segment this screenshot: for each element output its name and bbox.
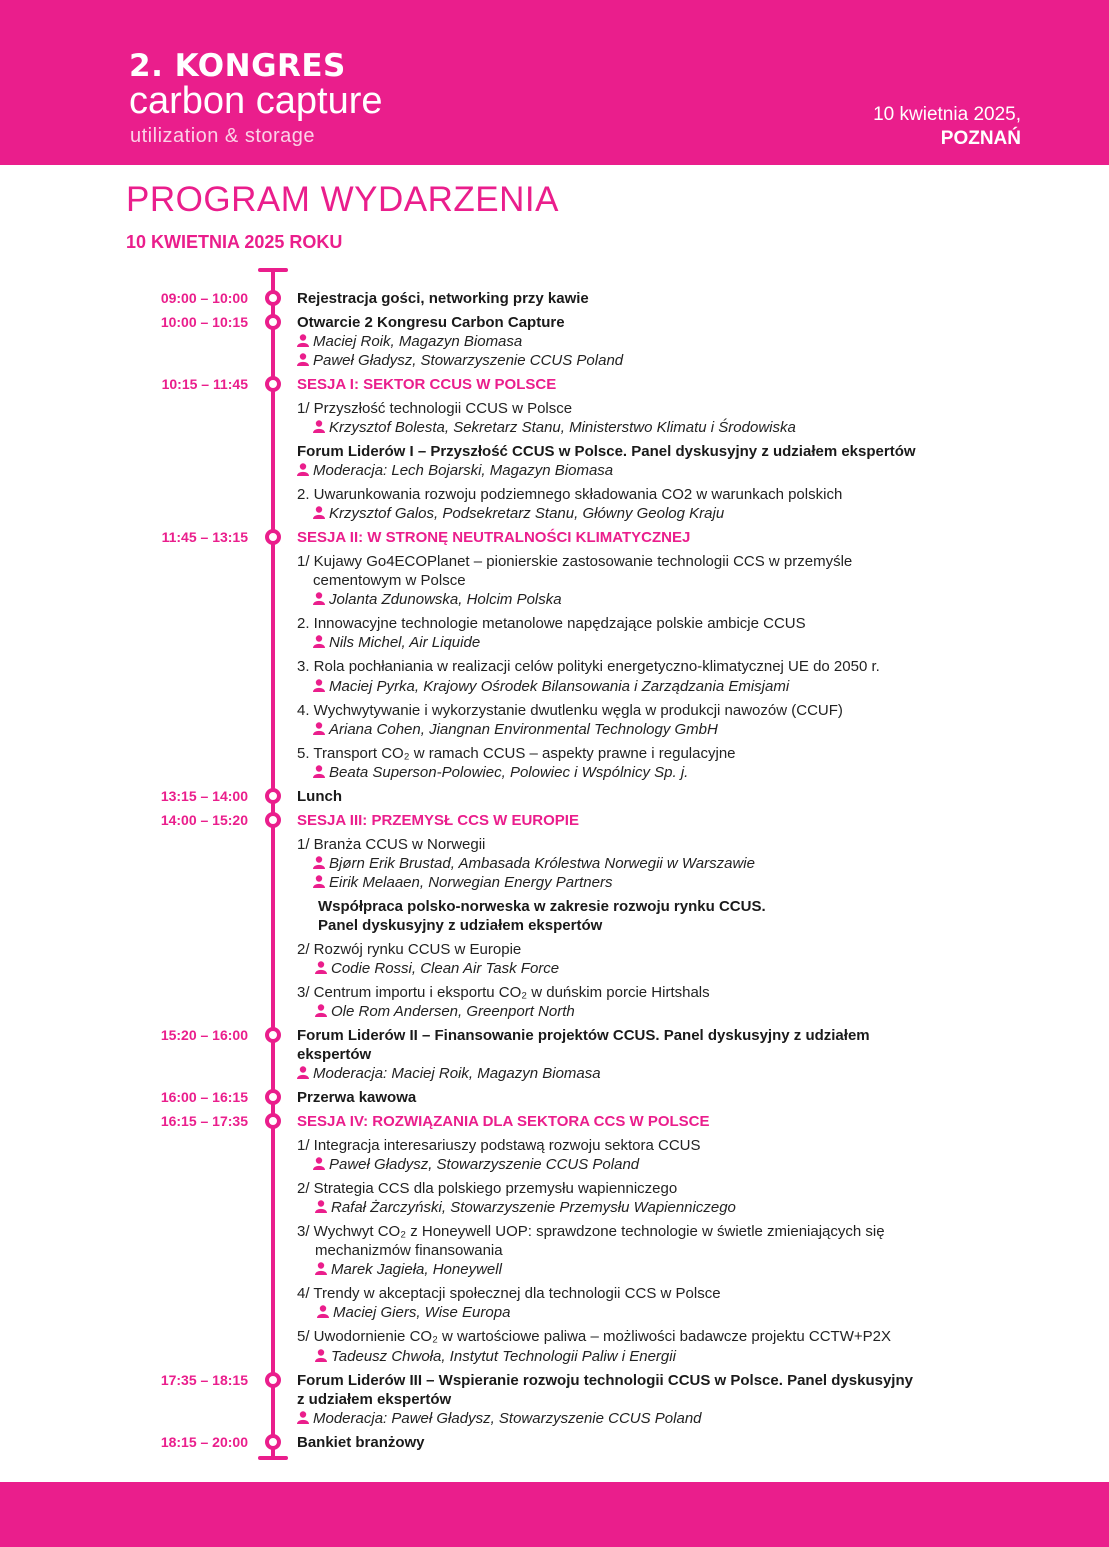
event-subtitle: utilization & storage bbox=[130, 125, 316, 147]
speaker: Codie Rossi, Clean Air Task Force bbox=[315, 959, 559, 978]
person-icon bbox=[313, 506, 325, 519]
talk-title: 1/ Branża CCUS w Norwegii bbox=[297, 836, 486, 853]
speaker: Jolanta Zdunowska, Holcim Polska bbox=[313, 590, 562, 609]
speaker: Tadeusz Chwoła, Instytut Technologii Paliw i Energii bbox=[315, 1347, 676, 1366]
time-slot: 14:00 – 15:20 bbox=[160, 812, 248, 828]
person-icon bbox=[313, 679, 325, 692]
program-title: PROGRAM WYDARZENIA bbox=[126, 180, 559, 219]
agenda-item-title: Przerwa kawowa bbox=[297, 1089, 417, 1106]
panel-title: Forum Liderów II – Finansowanie projektów CCUS. Panel dyskusyjny z udziałem bbox=[297, 1027, 870, 1044]
time-slot: 09:00 – 10:00 bbox=[160, 290, 248, 306]
timeline-dot bbox=[267, 1374, 279, 1386]
person-icon bbox=[315, 1349, 327, 1362]
session-title: SESJA II: W STRONĘ NEUTRALNOŚCI KLIMATYCZNEJ bbox=[297, 529, 691, 546]
speaker: Marek Jagieła, Honeywell bbox=[315, 1260, 502, 1279]
person-icon bbox=[315, 1262, 327, 1275]
time-slot: 17:35 – 18:15 bbox=[160, 1372, 248, 1388]
speaker: Eirik Melaaen, Norwegian Energy Partners bbox=[313, 873, 612, 892]
time-slot: 10:00 – 10:15 bbox=[160, 314, 248, 330]
session-title: SESJA III: PRZEMYSŁ CCS W EUROPIE bbox=[297, 812, 579, 829]
panel-title: Forum Liderów III – Wspieranie rozwoju technologii CCUS w Polsce. Panel dyskusyjny bbox=[297, 1372, 913, 1389]
talk-title-cont: mechanizmów finansowania bbox=[315, 1242, 503, 1259]
panel-title-cont: Panel dyskusyjny z udziałem ekspertów bbox=[318, 917, 603, 934]
session-title: SESJA IV: ROZWIĄZANIA DLA SEKTORA CCS W POLSCE bbox=[297, 1113, 710, 1130]
speaker: Moderacja: Maciej Roik, Magazyn Biomasa bbox=[297, 1064, 601, 1083]
speaker: Ole Rom Andersen, Greenport North bbox=[315, 1002, 575, 1021]
person-icon bbox=[297, 334, 309, 347]
time-slot: 10:15 – 11:45 bbox=[161, 376, 248, 392]
timeline-dot bbox=[267, 531, 279, 543]
timeline-dot bbox=[267, 316, 279, 328]
timeline-dot bbox=[267, 1091, 279, 1103]
panel-title-cont: ekspertów bbox=[297, 1046, 372, 1063]
talk-title: 3/ Wychwyt CO₂ z Honeywell UOP: sprawdzone technologie w świetle zmieniających się bbox=[297, 1223, 885, 1240]
person-icon bbox=[315, 1200, 327, 1213]
time-slot: 15:20 – 16:00 bbox=[160, 1027, 248, 1043]
timeline-dot bbox=[267, 1029, 279, 1041]
talk-title: 5. Transport CO₂ w ramach CCUS – aspekty prawne i regulacyjne bbox=[297, 745, 736, 762]
agenda-item-title: Bankiet branżowy bbox=[297, 1434, 425, 1451]
person-icon bbox=[313, 1157, 325, 1170]
time-slot: 11:45 – 13:15 bbox=[161, 529, 248, 545]
talk-title: 2. Uwarunkowania rozwoju podziemnego składowania CO2 w warunkach polskich bbox=[297, 486, 843, 503]
speaker: Maciej Giers, Wise Europa bbox=[317, 1303, 510, 1322]
person-icon bbox=[313, 856, 325, 869]
person-icon bbox=[315, 1004, 327, 1017]
talk-title: 1/ Integracja interesariuszy podstawą rozwoju sektora CCUS bbox=[297, 1137, 701, 1154]
speaker: Paweł Gładysz, Stowarzyszenie CCUS Poland bbox=[297, 351, 623, 370]
talk-title: 2/ Rozwój rynku CCUS w Europie bbox=[297, 941, 522, 958]
session-title: SESJA I: SEKTOR CCUS W POLSCE bbox=[297, 376, 557, 393]
speaker: Krzysztof Galos, Podsekretarz Stanu, Główny Geolog Kraju bbox=[313, 504, 724, 523]
speaker: Moderacja: Paweł Gładysz, Stowarzyszenie CCUS Poland bbox=[297, 1409, 702, 1428]
person-icon bbox=[313, 765, 325, 778]
person-icon bbox=[315, 961, 327, 974]
talk-title: 3. Rola pochłaniania w realizacji celów polityki energetyczno-klimatycznej UE do 2050 r. bbox=[297, 658, 880, 675]
time-slot: 16:00 – 16:15 bbox=[160, 1089, 248, 1105]
person-icon bbox=[297, 1411, 309, 1424]
speaker: Krzysztof Bolesta, Sekretarz Stanu, Ministerstwo Klimatu i Środowiska bbox=[313, 418, 796, 437]
speaker: Maciej Pyrka, Krajowy Ośrodek Bilansowania i Zarządzania Emisjami bbox=[313, 677, 789, 696]
person-icon bbox=[297, 463, 309, 476]
speaker: Maciej Roik, Magazyn Biomasa bbox=[297, 332, 522, 351]
program-date: 10 KWIETNIA 2025 ROKU bbox=[126, 232, 343, 252]
talk-title: 2/ Strategia CCS dla polskiego przemysłu wapienniczego bbox=[297, 1180, 678, 1197]
talk-title: 1/ Kujawy Go4ECOPlanet – pionierskie zastosowanie technologii CCS w przemyśle bbox=[297, 553, 853, 570]
timeline-dot bbox=[267, 1115, 279, 1127]
footer-banner bbox=[0, 1482, 1109, 1547]
speaker: Nils Michel, Air Liquide bbox=[313, 633, 480, 652]
speaker: Moderacja: Lech Bojarski, Magazyn Biomasa bbox=[297, 461, 613, 480]
panel-title: Forum Liderów I – Przyszłość CCUS w Polsce. Panel dyskusyjny z udziałem ekspertów bbox=[297, 443, 916, 460]
timeline-dot bbox=[267, 292, 279, 304]
speaker: Bjørn Erik Brustad, Ambasada Królestwa Norwegii w Warszawie bbox=[313, 854, 755, 873]
talk-title: 4/ Trendy w akceptacji społecznej dla technologii CCS w Polsce bbox=[297, 1285, 721, 1302]
event-city: POZNAŃ bbox=[940, 128, 1021, 149]
person-icon bbox=[297, 353, 309, 366]
agenda-item-title: Otwarcie 2 Kongresu Carbon Capture bbox=[297, 314, 565, 331]
panel-title-cont: z udziałem ekspertów bbox=[297, 1391, 452, 1408]
speaker: Paweł Gładysz, Stowarzyszenie CCUS Poland bbox=[313, 1155, 639, 1174]
time-slot: 18:15 – 20:00 bbox=[160, 1434, 248, 1450]
time-slot: 13:15 – 14:00 bbox=[160, 788, 248, 804]
agenda-item-title: Rejestracja gości, networking przy kawie bbox=[297, 290, 589, 307]
person-icon bbox=[313, 420, 325, 433]
event-name: carbon capture bbox=[129, 80, 383, 122]
agenda-item-title: Lunch bbox=[297, 788, 342, 805]
event-edition: 2. KONGRES bbox=[129, 48, 346, 84]
event-date: 10 kwietnia 2025, bbox=[873, 104, 1021, 125]
speaker: Ariana Cohen, Jiangnan Environmental Technology GmbH bbox=[313, 720, 718, 739]
panel-title: Współpraca polsko-norweska w zakresie rozwoju rynku CCUS. bbox=[318, 898, 766, 915]
talk-title: 3/ Centrum importu i eksportu CO₂ w duńskim porcie Hirtshals bbox=[297, 984, 710, 1001]
talk-title-cont: cementowym w Polsce bbox=[313, 572, 466, 589]
person-icon bbox=[313, 722, 325, 735]
person-icon bbox=[297, 1066, 309, 1079]
person-icon bbox=[313, 592, 325, 605]
timeline-dot bbox=[267, 1436, 279, 1448]
person-icon bbox=[317, 1305, 329, 1318]
speaker: Rafał Żarczyński, Stowarzyszenie Przemysłu Wapienniczego bbox=[315, 1198, 736, 1217]
person-icon bbox=[313, 635, 325, 648]
talk-title: 4. Wychwytywanie i wykorzystanie dwutlenku węgla w produkcji nawozów (CCUF) bbox=[297, 702, 843, 719]
talk-title: 1/ Przyszłość technologii CCUS w Polsce bbox=[297, 400, 573, 417]
talk-title: 2. Innowacyjne technologie metanolowe napędzające polskie ambicje CCUS bbox=[297, 615, 806, 632]
time-slot: 16:15 – 17:35 bbox=[160, 1113, 248, 1129]
timeline-dot bbox=[267, 378, 279, 390]
person-icon bbox=[313, 875, 325, 888]
talk-title: 5/ Uwodornienie CO₂ w wartościowe paliwa – możliwości badawcze projektu CCTW+P2X bbox=[297, 1328, 891, 1345]
speaker: Beata Superson-Polowiec, Polowiec i Wspólnicy Sp. j. bbox=[313, 763, 688, 782]
timeline-dot bbox=[267, 790, 279, 802]
timeline-dot bbox=[267, 814, 279, 826]
